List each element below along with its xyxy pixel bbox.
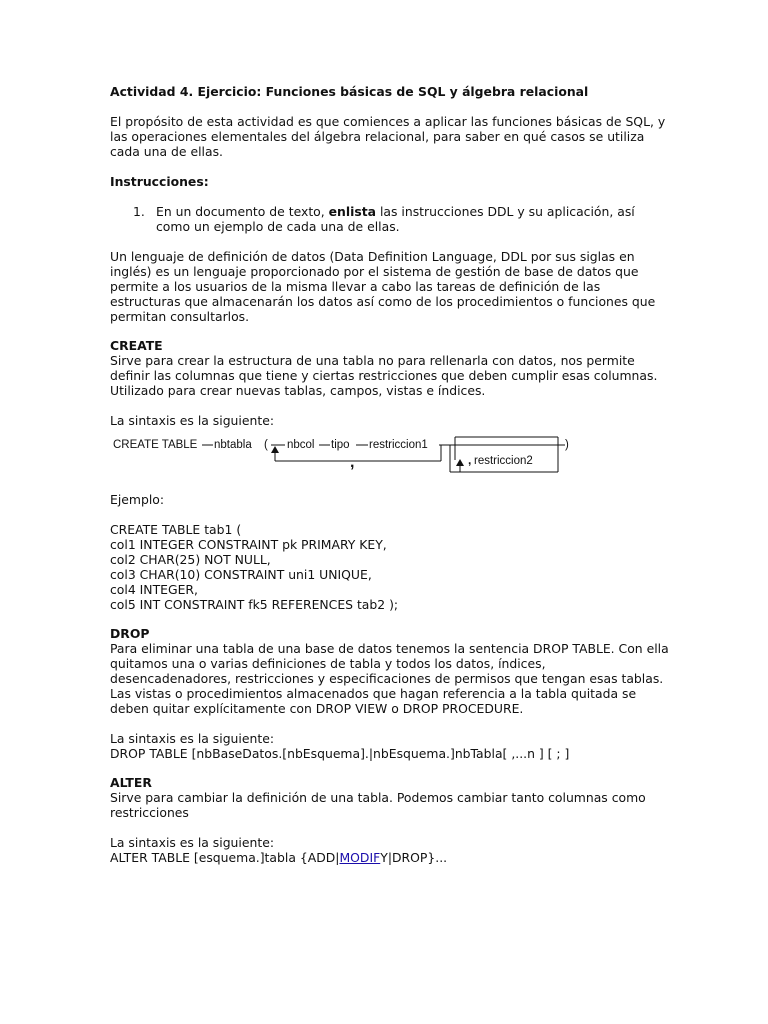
create-example-code	[110, 522, 670, 612]
instruction-bold-word: enlista	[328, 204, 377, 219]
alter-syntax-label: La sintaxis es la siguiente:	[110, 835, 274, 850]
code-line: col5 INT CONSTRAINT fk5 REFERENCES tab2 );	[110, 597, 399, 612]
instruction-text-after: las instrucciones DDL y su aplicación, así como un ejemplo de cada una de ellas.	[156, 204, 635, 234]
list-item	[110, 204, 670, 234]
ddl-paragraph: Un lenguaje de definición de datos (Data Definition Language, DDL por sus siglas en inglés) es un lenguaje proporcionado por el sistema de gestión de base de datos que permite a los usuarios de la misma llevar a cabo las tareas de definición de las estructuras que almacenarán los datos así como de los procedimientos o funciones que permitan consultarlos.	[110, 249, 656, 324]
intro-paragraph: El propósito de esta actividad es que comiences a aplicar las funciones básicas de SQL, y las operaciones elementales del álgebra relacional, para saber en qué casos se utiliza cada una de ellas.	[110, 114, 666, 159]
alter-syntax-after: Y|DROP}...	[380, 850, 448, 865]
create-syntax-diagram	[110, 434, 590, 478]
code-line: col3 CHAR(10) CONSTRAINT uni1 UNIQUE,	[110, 567, 372, 582]
drop-syntax: DROP TABLE [nbBaseDatos.[nbEsquema].|nbEsquema.]nbTabla[ ,...n ] [ ; ]	[110, 746, 570, 761]
instructions-heading: Instrucciones:	[110, 174, 209, 189]
code-line: col4 INTEGER,	[110, 582, 198, 597]
example-label: Ejemplo:	[110, 492, 165, 507]
drop-syntax-label: La sintaxis es la siguiente:	[110, 731, 274, 746]
code-line: col1 INTEGER CONSTRAINT pk PRIMARY KEY,	[110, 537, 387, 552]
diagram-close-paren: )	[565, 439, 569, 451]
diagram-restriccion1: restriccion1	[369, 439, 428, 451]
modify-link[interactable]: MODIF	[339, 850, 381, 865]
create-description: Sirve para crear la estructura de una tabla no para rellenarla con datos, nos permite definir las columnas que tiene y ciertas restricciones que deben cumplir esas columnas. Utilizado para crear nuevas tablas, campos, vistas e índices.	[110, 353, 658, 398]
alter-description: Sirve para cambiar la definición de una tabla. Podemos cambiar tanto columnas como restricciones	[110, 790, 646, 820]
alter-syntax	[110, 850, 670, 865]
code-line: col2 CHAR(25) NOT NULL,	[110, 552, 271, 567]
list-item-number: 1.	[133, 204, 145, 219]
diagram-create-table: CREATE TABLE	[113, 439, 198, 451]
drop-description-2: Las vistas o procedimientos almacenados que hagan referencia a la tabla quitada se deben quitar explícitamente con DROP VIEW o DROP PROCEDURE.	[110, 686, 637, 716]
diagram-nbcol: nbcol	[287, 439, 315, 451]
diagram-tipo: tipo	[331, 439, 350, 451]
instructions-list	[110, 204, 670, 234]
drop-heading: DROP	[110, 626, 150, 641]
page-title: Actividad 4. Ejercicio: Funciones básicas de SQL y álgebra relacional	[110, 84, 589, 99]
diagram-comma-2: ,	[468, 453, 472, 467]
create-heading: CREATE	[110, 338, 163, 353]
code-line: CREATE TABLE tab1 (	[110, 522, 242, 537]
alter-heading: ALTER	[110, 775, 152, 790]
alter-syntax-before: ALTER TABLE [esquema.]tabla {ADD|	[110, 850, 340, 865]
drop-description-1: Para eliminar una tabla de una base de datos tenemos la sentencia DROP TABLE. Con ella quitamos una o varias definiciones de tabla y todos los datos, índices, desencadenadores, restricciones y especificaciones de permisos que tengan esas tablas.	[110, 641, 669, 686]
instruction-text-before: En un documento de texto,	[156, 204, 329, 219]
create-syntax-label: La sintaxis es la siguiente:	[110, 413, 274, 428]
document-page	[110, 84, 670, 865]
diagram-open-paren: (	[264, 439, 268, 451]
diagram-comma-1: ,	[350, 454, 355, 471]
diagram-nbtabla: nbtabla	[214, 439, 252, 451]
diagram-restriccion2: restriccion2	[474, 455, 533, 467]
syntax-diagram-svg	[110, 434, 590, 478]
